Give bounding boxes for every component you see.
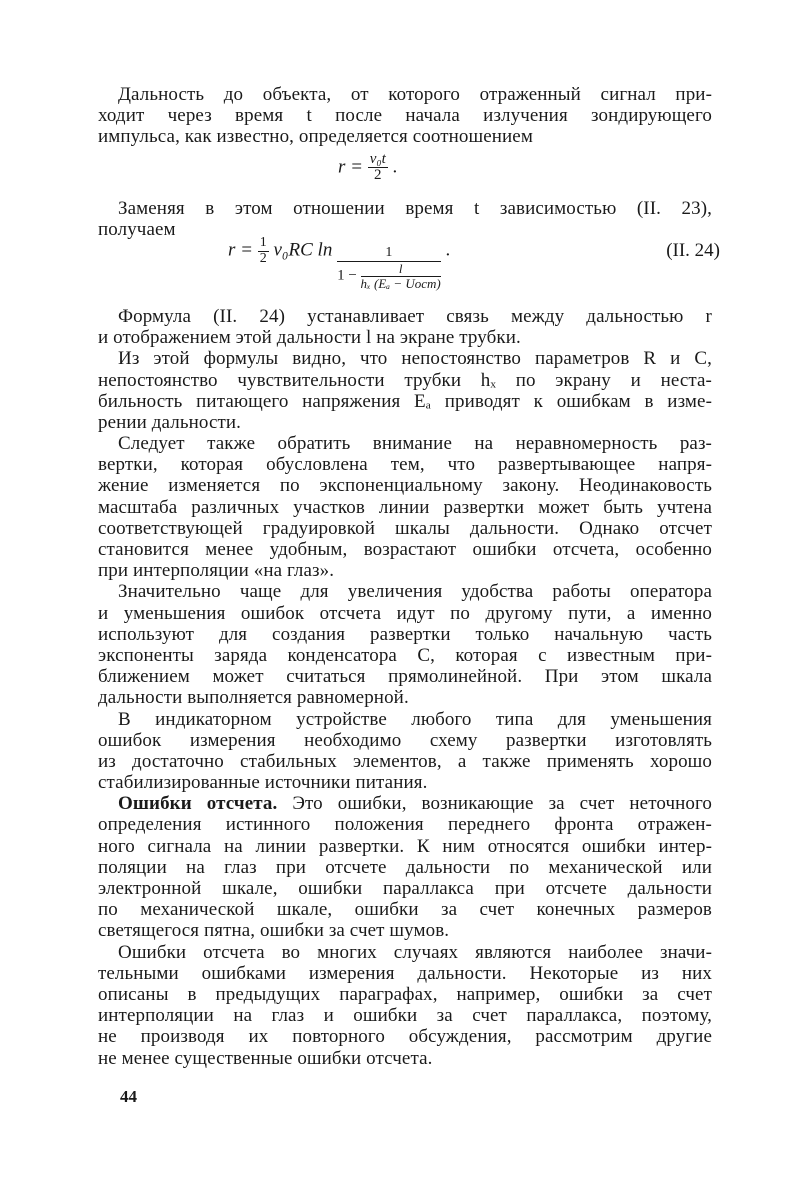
- text-line: Ошибки отсчета во многих случаях являются наиболее значи-: [118, 941, 712, 963]
- text-line: жение изменяется по экспоненциальному закону. Неодинаковость: [98, 475, 712, 497]
- paragraph-linear-sweep: [98, 581, 712, 709]
- text-line: ходит через время t после начала излучения зондирующего: [98, 105, 712, 127]
- paragraph-formula-relation: [98, 305, 712, 349]
- text-line: при интерполяции «на глаз».: [98, 560, 335, 582]
- text-line: непостоянство чувствительности трубки hₓ по экрану и неста-: [98, 369, 712, 391]
- text-line: ного сигнала на линии развертки. К ним относятся ошибки интер-: [98, 835, 712, 857]
- text-line: не менее существенные ошибки отсчета.: [98, 1047, 433, 1069]
- text-line: и отображением этой дальности l на экране трубки.: [98, 327, 521, 349]
- eq2-outer-den: [337, 262, 441, 290]
- text-line: Заменяя в этом отношении время t зависимостью (II. 23),: [118, 197, 712, 219]
- page-number: 44: [120, 1087, 137, 1106]
- text-line: В индикаторном устройстве любого типа для уменьшения: [118, 708, 712, 730]
- text-line: получаем: [98, 218, 176, 240]
- text-line: электронной шкале, ошибки параллакса при отсчете дальности: [98, 878, 712, 899]
- eq2-half: [258, 236, 269, 266]
- text-run: Это ошибки, возникающие за счет неточного: [292, 793, 712, 815]
- eq1-fraction: [368, 152, 388, 185]
- paragraph-parameter-instability: [98, 348, 712, 433]
- text-line: соответствующей градуировкой шкалы дальности. Однако отсчет: [98, 517, 712, 539]
- text-line: по механической шкале, ошибки за счет конечных размеров: [98, 899, 712, 921]
- text-line: становится менее удобным, возрастают ошибки отсчета, особенно: [98, 539, 712, 560]
- eq1-numerator: v₀t: [369, 150, 386, 167]
- text-line: дальности выполняется равномерной.: [98, 687, 409, 709]
- equation-range-time: [118, 148, 712, 198]
- text-line: из достаточно стабильных элементов, а также применять хорошо: [98, 750, 712, 772]
- text-line: масштаба различных участков линии развертки может быть учтена: [98, 496, 712, 518]
- text-line: светящегося пятна, ошибки за счет шумов.: [98, 920, 450, 942]
- eq1-period: .: [392, 156, 398, 178]
- eq2-outer-num: 1: [337, 246, 441, 262]
- eq2-one-minus: 1 −: [337, 267, 357, 284]
- eq2-lhs: r =: [228, 239, 253, 261]
- eq2-period: .: [445, 239, 451, 261]
- text-line: и уменьшения ошибок отсчета идут по другому пути, а именно: [98, 602, 712, 624]
- equation-II-24: [118, 230, 720, 298]
- text-line: рении дальности.: [98, 411, 241, 433]
- text-line: Дальность до объекта, от которого отраженный сигнал при-: [118, 84, 712, 105]
- eq2-outer-fraction: [337, 246, 441, 290]
- eq2-half-den: 2: [259, 250, 267, 266]
- text-line: поляции на глаз при отсчете дальности по механической или: [98, 856, 712, 878]
- eq2-inner-num: l: [361, 262, 441, 277]
- book-page: [98, 84, 720, 1069]
- text-line: [118, 793, 712, 814]
- paragraph-sweep-nonuniformity: [98, 433, 712, 582]
- eq2-inner-den: hₓ (Eₐ − Uост): [360, 275, 441, 291]
- paragraph-stable-elements: [98, 708, 712, 794]
- equation-label: (II. 24): [666, 239, 720, 261]
- paragraph-significant-errors: [98, 941, 712, 1069]
- text-line: вертки, которая обусловлена тем, что развертывающее напря-: [98, 454, 712, 476]
- text-line: определения истинного положения переднего фронта отражен-: [98, 814, 712, 836]
- paragraph-range-definition: [98, 84, 712, 148]
- text-line: ближением может считаться прямолинейной. При этом шкала: [98, 666, 712, 688]
- section-run-in-heading: Ошибки отсчета.: [118, 793, 278, 815]
- eq1-denominator: 2: [373, 167, 382, 184]
- eq2-middle: v₀RC ln: [273, 239, 333, 261]
- text-line: используют для создания развертки только начальную часть: [98, 623, 712, 645]
- text-line: интерполяции на глаз и ошибки за счет параллакса, поэтому,: [98, 1005, 712, 1027]
- text-line: Формула (II. 24) устанавливает связь между дальностью r: [118, 305, 712, 327]
- text-line: экспоненты заряда конденсатора C, которая с известным при-: [98, 644, 712, 666]
- eq2-inner-fraction: [361, 262, 441, 290]
- text-line: стабилизированные источники питания.: [98, 772, 428, 794]
- text-line: описаны в предыдущих параграфах, например, ошибки за счет: [98, 983, 712, 1005]
- text-line: не производя их повторного обсуждения, рассмотрим другие: [98, 1026, 712, 1048]
- eq1-lhs: r =: [338, 156, 363, 178]
- text-line: Следует также обратить внимание на неравномерность раз-: [118, 433, 712, 455]
- text-line: ошибок измерения необходимо схему развертки изготовлять: [98, 729, 712, 751]
- paragraph-reading-errors: [98, 793, 712, 942]
- text-line: бильность питающего напряжения Eₐ приводят к ошибкам в изме-: [98, 390, 712, 412]
- text-line: импульса, как известно, определяется соотношением: [98, 126, 533, 148]
- text-line: Из этой формулы видно, что непостоянство параметров R и C,: [118, 348, 712, 370]
- eq2-half-num: 1: [259, 234, 267, 250]
- text-line: Значительно чаще для увеличения удобства работы оператора: [118, 581, 712, 603]
- text-line: тельными ошибками измерения дальности. Некоторые из них: [98, 962, 712, 984]
